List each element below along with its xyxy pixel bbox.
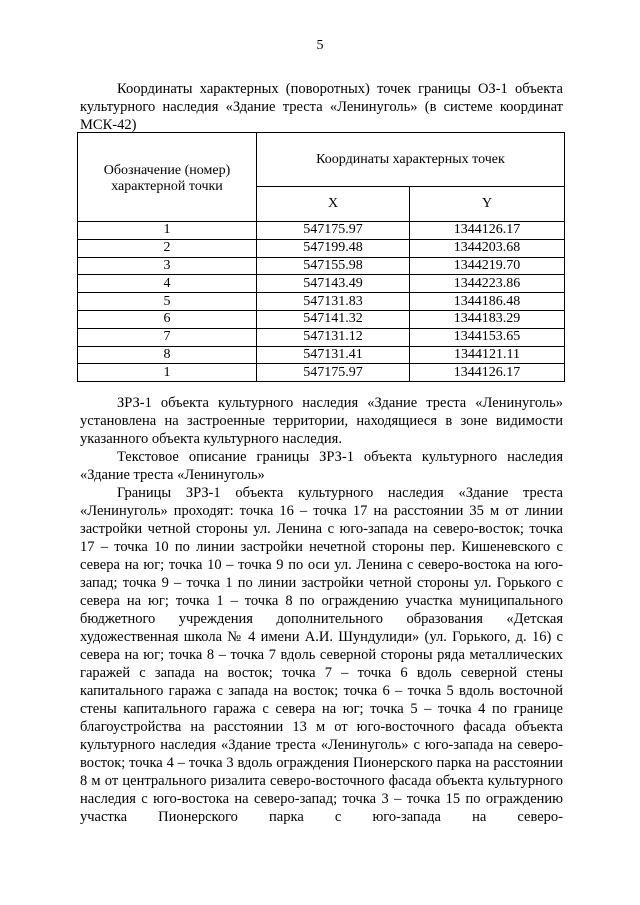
cell-x: 547155.98: [257, 257, 410, 275]
table-row: [78, 310, 565, 328]
cell-y: 1344126.17: [410, 364, 565, 382]
cell-y: 1344223.86: [410, 275, 565, 293]
table-row: [78, 222, 565, 240]
cell-y: 1344121.11: [410, 346, 565, 364]
cell-x: 547141.32: [257, 310, 410, 328]
body-text: [80, 394, 563, 826]
cell-point: 7: [78, 328, 257, 346]
header-coords: Координаты характерных точек: [257, 133, 565, 187]
cell-point: 8: [78, 346, 257, 364]
header-x: X: [257, 187, 410, 222]
table-row: [78, 257, 565, 275]
paragraph-zone-description: ЗРЗ-1 объекта культурного наследия «Здание треста «Ленинуголь» установлена на застроенные территории, находящиеся в зоне видимости указанного объекта культурного наследия.: [80, 395, 563, 447]
cell-y: 1344126.17: [410, 222, 565, 240]
cell-y: 1344203.68: [410, 239, 565, 257]
cell-point: 3: [78, 257, 257, 275]
cell-point: 2: [78, 239, 257, 257]
table-heading-text: Координаты характерных (поворотных) точек границы ОЗ-1 объекта культурного наследия «Здание треста «Ленинуголь» (в системе координат МСК-42): [80, 81, 563, 133]
cell-point: 1: [78, 222, 257, 240]
table-row: [78, 293, 565, 311]
cell-x: 547131.12: [257, 328, 410, 346]
cell-point: 6: [78, 310, 257, 328]
cell-x: 547131.83: [257, 293, 410, 311]
cell-y: 1344186.48: [410, 293, 565, 311]
table-row: [78, 328, 565, 346]
cell-point: 1: [78, 364, 257, 382]
table-heading: [80, 80, 563, 134]
header-y: Y: [410, 187, 565, 222]
page-number: 5: [316, 38, 324, 53]
cell-x: 547175.97: [257, 364, 410, 382]
paragraph-subtitle: Текстовое описание границы ЗРЗ-1 объекта культурного наследия «Здание треста «Ленинуголь»: [80, 449, 563, 483]
cell-y: 1344153.65: [410, 328, 565, 346]
coordinates-table: [77, 132, 565, 382]
cell-y: 1344183.29: [410, 310, 565, 328]
paragraph-boundaries: Границы ЗРЗ-1 объекта культурного наследия «Здание треста «Ленинуголь» проходят: точка 16 – точка 17 на расстоянии 35 м от линии застройки четной стороны ул. Ленина с юго-запада на северо-восток; точка 17 – точка 10 по линии застройки нечетной стороны пер. Кишеневского с севера на юг; точка 10 – точка 9 по оси ул. Ленина с северо-востока на юго-запад; точка 9 – точка 1 по линии застройки четной стороны ул. Горького с севера на юг; точка 1 – точка 8 по ограждению участка муниципального бюджетного учреждения дополнительного образования «Детская художественная школа № 4 имени А.И. Шундулиди» (ул. Горького, д. 16) с севера на юг; точка 8 – точка 7 вдоль северной стороны ряда металлических гаражей с запада на восток; точка 7 – точка 6 вдоль северной стены капитального гаража с запада на восток; точка 6 – точка 5 вдоль восточной стены капитального гаража с севера на юг; точка 5 – точка 4 по границе благоустройства на расстоянии 13 м от юго-восточного фасада объекта культурного наследия «Здание треста «Ленинуголь» с юго-запада на северо-восток; точка 4 – точка 3 вдоль ограждения Пионерского парка на расстоянии 8 м от центрального ризалита северо-восточного фасада объекта культурного наследия с юго-востока на северо-запад; точка 3 – точка 15 по ограждению участка Пионерского парка с юго-запада на северо-: [80, 485, 563, 825]
cell-point: 5: [78, 293, 257, 311]
table-row: [78, 364, 565, 382]
cell-point: 4: [78, 275, 257, 293]
cell-x: 547175.97: [257, 222, 410, 240]
cell-y: 1344219.70: [410, 257, 565, 275]
cell-x: 547131.41: [257, 346, 410, 364]
table-row: [78, 346, 565, 364]
table-row: [78, 275, 565, 293]
table-row: [78, 239, 565, 257]
cell-x: 547143.49: [257, 275, 410, 293]
cell-x: 547199.48: [257, 239, 410, 257]
header-point: Обозначение (номер) характерной точки: [78, 133, 257, 222]
